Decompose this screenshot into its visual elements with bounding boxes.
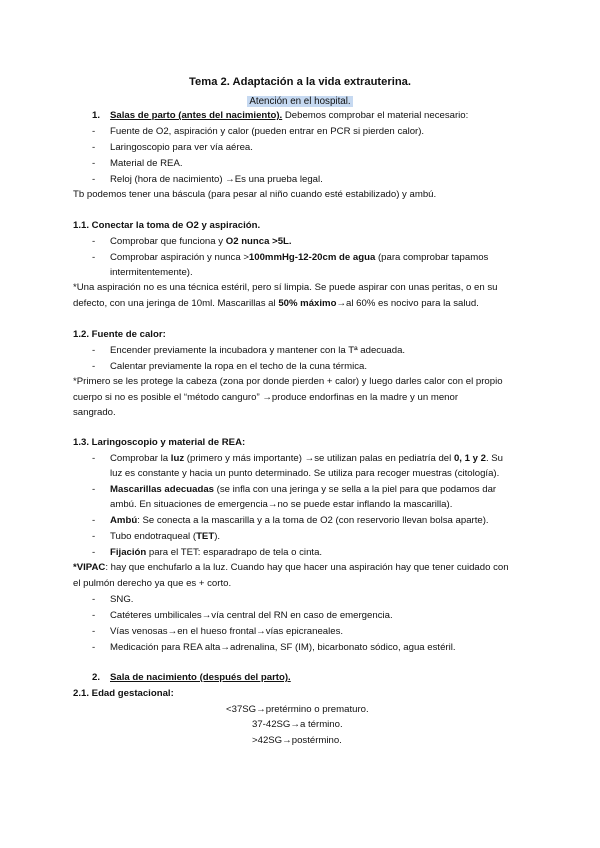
- list-item-continuation: ambú. En situaciones de emergencia→no se puede estar inflando la mascarilla).: [110, 499, 453, 510]
- list-item: Laringoscopio para ver vía aérea.: [110, 142, 253, 153]
- bullet-dash: -: [92, 484, 96, 495]
- text-run-bold: Mascarillas adecuadas: [110, 484, 214, 495]
- bullet-dash: -: [92, 610, 96, 621]
- list-item: [110, 515, 489, 527]
- page-title: Tema 2. Adaptación a la vida extrauterina.: [189, 76, 411, 88]
- section-1-3-heading: 1.3. Laringoscopio y material de REA:: [73, 437, 246, 448]
- section-1-heading-line: [110, 110, 468, 122]
- section-1-2-heading: 1.2. Fuente de calor:: [73, 329, 166, 340]
- age-line: >42SG→postérmino.: [252, 735, 342, 746]
- list-item: [110, 484, 496, 496]
- text-run-bold: 50% máximo: [278, 298, 337, 309]
- bullet-dash: -: [92, 626, 96, 637]
- section-1-intro: Debemos comprobar el material necesario:: [282, 110, 469, 121]
- note: sangrado.: [73, 407, 116, 418]
- text-run: para el TET: esparadrapo de tela o cinta.: [146, 547, 323, 558]
- section-2-heading: Sala de nacimiento (después del parto).: [110, 672, 291, 683]
- bullet-dash: -: [92, 361, 96, 372]
- section-2-number: 2.: [92, 672, 101, 683]
- bullet-dash: -: [92, 642, 96, 653]
- note: *Una aspiración no es una técnica estéril, pero sí limpia. Se puede aspirar con unas peritas, o en su: [73, 282, 498, 293]
- text-run-bold: Ambú: [110, 515, 138, 526]
- list-item: [110, 236, 292, 248]
- bullet-dash: -: [92, 594, 96, 605]
- note: el pulmón derecho ya que es + corto.: [73, 578, 232, 589]
- text-run: →al 60% es nocivo para la salud.: [336, 298, 479, 309]
- text-run: Comprobar que funciona y: [110, 236, 226, 247]
- bullet-dash: -: [92, 142, 96, 153]
- note: cuerpo si no es posible el “método canguro” →produce endorfinas en la madre y un menor: [73, 392, 459, 403]
- list-item: Encender previamente la incubadora y mantener con la Tª adecuada.: [110, 345, 406, 356]
- bullet-dash: -: [92, 126, 96, 137]
- bullet-dash: -: [92, 252, 96, 263]
- text-run: Comprobar la: [110, 453, 171, 464]
- text-run: Tubo endotraqueal (: [110, 531, 197, 542]
- text-run: : hay que enchufarlo a la luz. Cuando hay que hacer una aspiración hay que tener cuidado con: [105, 562, 509, 573]
- bullet-dash: -: [92, 531, 96, 542]
- list-item: Medicación para REA alta→adrenalina, SF (IM), bicarbonato sódico, agua estéril.: [110, 642, 456, 653]
- section-2-1-heading: 2.1. Edad gestacional:: [73, 688, 174, 699]
- text-run-bold: *VIPAC: [73, 562, 106, 573]
- text-run-bold: Fijación: [110, 547, 147, 558]
- list-item: Catéteres umbilicales→vía central del RN en caso de emergencia.: [110, 610, 393, 621]
- text-run: : Se conecta a la mascarilla y a la toma de O2 (con reservorio llevan bolsa aparte).: [137, 515, 489, 526]
- age-line: <37SG→pretérmino o prematuro.: [226, 704, 369, 715]
- list-item: SNG.: [110, 594, 134, 605]
- list-item-continuation: intermitentemente).: [110, 267, 193, 278]
- text-run: (se infla con una jeringa y se sella a la piel para que podamos dar: [214, 484, 497, 495]
- highlighted-subtitle: Atención en el hospital.: [249, 96, 351, 107]
- text-run-bold: 100mmHg-12-20cm de agua: [248, 252, 376, 263]
- subtitle-row: [0, 96, 600, 107]
- bullet-dash: -: [92, 547, 96, 558]
- list-item: [110, 453, 503, 465]
- list-item: [110, 547, 322, 559]
- bullet-dash: -: [92, 453, 96, 464]
- list-item-continuation: luz es constante y hacia un punto determinado. Se utiliza para recoger muestras (citología).: [110, 468, 500, 479]
- list-item: Vías venosas→en el hueso frontal→vías epicraneales.: [110, 626, 344, 637]
- section-1-heading: Salas de parto (antes del nacimiento).: [110, 110, 283, 121]
- bullet-dash: -: [92, 236, 96, 247]
- age-line: 37-42SG→a término.: [252, 719, 343, 730]
- text-run: (primero y más importante) →se utilizan palas en pediatría del: [184, 453, 454, 464]
- text-run-bold: luz: [170, 453, 185, 464]
- list-item: Reloj (hora de nacimiento) →Es una prueba legal.: [110, 174, 323, 185]
- note: [73, 562, 509, 574]
- bullet-dash: -: [92, 345, 96, 356]
- paragraph: Tb podemos tener una báscula (para pesar al niño cuando esté estabilizado) y ambú.: [73, 189, 437, 200]
- text-run-bold: O2 nunca >5L.: [225, 236, 292, 247]
- text-run-bold: 0, 1 y 2: [453, 453, 486, 464]
- note: [73, 298, 479, 310]
- list-item: Fuente de O2, aspiración y calor (pueden entrar en PCR si pierden calor).: [110, 126, 425, 137]
- list-item: Calentar previamente la ropa en el techo de la cuna térmica.: [110, 361, 368, 372]
- list-item: Material de REA.: [110, 158, 183, 169]
- section-1-1-heading: 1.1. Conectar la toma de O2 y aspiración.: [73, 220, 261, 231]
- text-run: (para comprobar tapamos: [375, 252, 489, 263]
- text-run: ).: [214, 531, 221, 542]
- text-run: Comprobar aspiración y nunca >: [110, 252, 249, 263]
- note: *Primero se les protege la cabeza (zona por donde pierden + calor) y luego darles calor con el propio: [73, 376, 503, 387]
- bullet-dash: -: [92, 515, 96, 526]
- list-item: [110, 252, 488, 264]
- section-1-number: 1.: [92, 110, 101, 121]
- list-item: [110, 531, 220, 543]
- text-run-bold: TET: [196, 531, 215, 542]
- text-run: defecto, con una jeringa de 10ml. Mascarillas al: [73, 298, 279, 309]
- bullet-dash: -: [92, 174, 96, 185]
- text-run: . Su: [485, 453, 504, 464]
- bullet-dash: -: [92, 158, 96, 169]
